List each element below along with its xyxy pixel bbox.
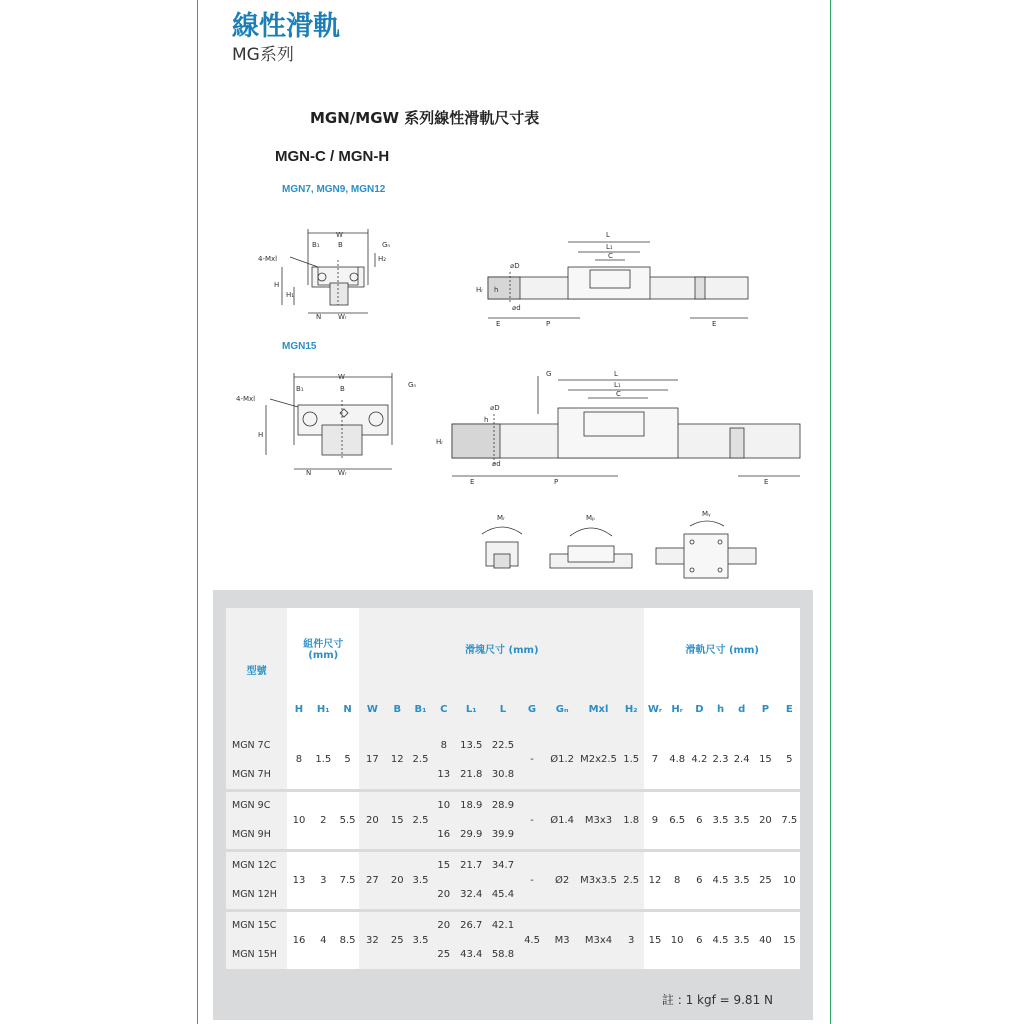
cell-b1: 3.5 — [409, 910, 432, 970]
cross-section-diagram-mgn15 — [232, 365, 417, 480]
cell-hr: 10 — [666, 910, 689, 970]
cell-h: 8 — [287, 730, 310, 790]
cell-b1: 2.5 — [409, 790, 432, 850]
column-header-h: h — [710, 688, 731, 730]
table-row — [226, 850, 800, 880]
cell-d: 6 — [689, 790, 710, 850]
label-MP: Mₚ — [586, 514, 596, 522]
cell-l1: 29.9 — [455, 820, 487, 850]
cell-g: 4.5 — [519, 910, 545, 970]
cell-wr: 12 — [644, 850, 665, 910]
label-d: ⌀d — [512, 304, 521, 312]
moment-my-diagram — [652, 506, 762, 586]
label-E-left-15: E — [470, 478, 475, 486]
cell-w: 17 — [359, 730, 385, 790]
cell-model: MGN 15H — [226, 940, 287, 970]
column-header-b1: B₁ — [409, 688, 432, 730]
cell-l: 42.1 — [487, 910, 519, 940]
label-H-15: H — [258, 431, 264, 439]
cell-h: 16 — [287, 910, 310, 970]
label-P-15: P — [554, 478, 559, 486]
label-C-15: C — [616, 390, 621, 398]
moment-mp-diagram — [546, 508, 636, 576]
cell-model: MGN 7H — [226, 760, 287, 790]
cell-n: 5 — [336, 730, 359, 790]
cell-n: 8.5 — [336, 910, 359, 970]
cell-h: 3.5 — [710, 790, 731, 850]
cell-l: 58.8 — [487, 940, 519, 970]
cell-c: 15 — [432, 850, 455, 880]
cell-e: 10 — [779, 850, 800, 910]
cell-h1: 4 — [311, 910, 336, 970]
cell-p: 25 — [752, 850, 778, 910]
label-MR: Mᵣ — [497, 514, 505, 522]
label-W-15: W — [338, 373, 345, 381]
label-E-right-15: E — [764, 478, 769, 486]
column-header-d: d — [731, 688, 752, 730]
label-Gn-15: Gₙ — [408, 381, 417, 389]
cell-l1: 21.8 — [455, 760, 487, 790]
label-L1-15: L₁ — [614, 381, 621, 389]
cell-gn: Ø1.4 — [545, 790, 579, 850]
cell-h2: 1.8 — [618, 790, 644, 850]
cell-h2: 1.5 — [618, 730, 644, 790]
label-C: C — [608, 252, 613, 260]
column-header-h1: H₁ — [311, 688, 336, 730]
cell-h: 10 — [287, 790, 310, 850]
label-HR-15: Hᵣ — [436, 438, 444, 446]
moment-mr-diagram — [472, 508, 532, 576]
cell-model: MGN 7C — [226, 730, 287, 760]
cell-d: 6 — [689, 850, 710, 910]
label-N: N — [316, 313, 322, 321]
label-E-left: E — [496, 320, 501, 328]
label-P: P — [546, 320, 551, 328]
label-H1: H₁ — [286, 291, 295, 299]
label-G-15: G — [546, 370, 552, 378]
cell-e: 7.5 — [779, 790, 800, 850]
label-mxl-15: 4-Mxl — [236, 395, 256, 403]
label-B1: B₁ — [312, 241, 320, 249]
label-L: L — [606, 231, 610, 239]
label-mxl: 4-Mxl — [258, 255, 278, 263]
cell-mxl: M2x2.5 — [579, 730, 618, 790]
cell-l1: 26.7 — [455, 910, 487, 940]
label-H2: H₂ — [378, 255, 387, 263]
page-subtitle: MG系列 — [232, 45, 294, 65]
cell-w: 32 — [359, 910, 385, 970]
cell-l1: 18.9 — [455, 790, 487, 820]
series-title: MGN-C / MGN-H — [275, 148, 390, 165]
cell-mxl: M3x3.5 — [579, 850, 618, 910]
cell-l: 22.5 — [487, 730, 519, 760]
label-D: ⌀D — [510, 262, 520, 270]
label-N-15: N — [306, 469, 312, 477]
label-WR: Wᵣ — [338, 313, 347, 321]
cell-d: 4.2 — [689, 730, 710, 790]
cell-hr: 6.5 — [666, 790, 689, 850]
cell-l: 30.8 — [487, 760, 519, 790]
cell-e: 5 — [779, 730, 800, 790]
cell-wr: 15 — [644, 910, 665, 970]
cell-hr: 8 — [666, 850, 689, 910]
column-header-h: H — [287, 688, 310, 730]
spec-table-head — [226, 608, 800, 730]
column-header-row — [226, 688, 800, 730]
label-B1-15: B₁ — [296, 385, 304, 393]
cell-l: 34.7 — [487, 850, 519, 880]
diagram-group-label-small: MGN7, MGN9, MGN12 — [282, 184, 386, 195]
cell-b1: 3.5 — [409, 850, 432, 910]
label-D-15: ⌀D — [490, 404, 500, 412]
cell-n: 5.5 — [336, 790, 359, 850]
label-B: B — [338, 241, 343, 249]
cell-model: MGN 12C — [226, 850, 287, 880]
cell-g: - — [519, 850, 545, 910]
cell-b: 20 — [386, 850, 409, 910]
cell-l1: 21.7 — [455, 850, 487, 880]
table-row — [226, 910, 800, 940]
cell-c: 13 — [432, 760, 455, 790]
cell-model: MGN 12H — [226, 880, 287, 910]
column-header-p: P — [752, 688, 778, 730]
column-header-n: N — [336, 688, 359, 730]
column-header-g: G — [519, 688, 545, 730]
cell-l1: 43.4 — [455, 940, 487, 970]
cell-h2: 3 — [618, 910, 644, 970]
cell-h1: 2 — [311, 790, 336, 850]
cell-c: 20 — [432, 880, 455, 910]
label-Gn: Gₙ — [382, 241, 391, 249]
header-assembly-label: 組件尺寸 — [303, 639, 344, 650]
column-header-h2: H₂ — [618, 688, 644, 730]
cell-d: 3.5 — [731, 910, 752, 970]
cell-hr: 4.8 — [666, 730, 689, 790]
side-view-diagram-small — [450, 222, 750, 332]
header-block: 滑塊尺寸 (mm) — [359, 608, 644, 688]
column-header-hr: Hᵣ — [666, 688, 689, 730]
cell-w: 20 — [359, 790, 385, 850]
cell-e: 15 — [779, 910, 800, 970]
cell-wr: 9 — [644, 790, 665, 850]
header-assembly — [287, 608, 359, 688]
cell-wr: 7 — [644, 730, 665, 790]
spec-table-panel — [213, 590, 813, 1020]
cell-h: 4.5 — [710, 850, 731, 910]
side-view-diagram-mgn15 — [418, 362, 808, 487]
column-header-e: E — [779, 688, 800, 730]
column-header-b: B — [386, 688, 409, 730]
spec-table-body — [226, 730, 800, 970]
column-header-wr: Wᵣ — [644, 688, 665, 730]
cell-p: 20 — [752, 790, 778, 850]
label-HR: Hᵣ — [476, 286, 484, 294]
cell-h: 2.3 — [710, 730, 731, 790]
cell-l: 28.9 — [487, 790, 519, 820]
cell-c: 10 — [432, 790, 455, 820]
label-B-15: B — [340, 385, 345, 393]
cell-h1: 1.5 — [311, 730, 336, 790]
table-row — [226, 730, 800, 760]
column-header-mxl: Mxl — [579, 688, 618, 730]
dimension-table-title: MGN/MGW 系列線性滑軌尺寸表 — [310, 109, 540, 127]
column-header-c: C — [432, 688, 455, 730]
label-L1: L₁ — [606, 243, 613, 251]
label-MY: Mᵧ — [702, 510, 711, 518]
cell-c: 25 — [432, 940, 455, 970]
header-model: 型號 — [226, 608, 287, 730]
label-h-15: h — [484, 416, 489, 424]
diagram-group-label-mgn15: MGN15 — [282, 341, 317, 352]
cell-h2: 2.5 — [618, 850, 644, 910]
cell-g: - — [519, 730, 545, 790]
cell-l: 45.4 — [487, 880, 519, 910]
spec-table — [226, 608, 800, 972]
cell-d: 3.5 — [731, 850, 752, 910]
label-L-15: L — [614, 370, 618, 378]
cell-g: - — [519, 790, 545, 850]
cell-c: 20 — [432, 910, 455, 940]
cell-w: 27 — [359, 850, 385, 910]
label-W: W — [336, 231, 343, 239]
cell-model: MGN 9C — [226, 790, 287, 820]
unit-note: 註 : 1 kgf = 9.81 N — [661, 993, 773, 1007]
column-header-d: D — [689, 688, 710, 730]
cell-l1: 13.5 — [455, 730, 487, 760]
column-header-l: L — [487, 688, 519, 730]
cell-model: MGN 9H — [226, 820, 287, 850]
column-header-w: W — [359, 688, 385, 730]
cell-c: 8 — [432, 730, 455, 760]
label-d-15: ⌀d — [492, 460, 501, 468]
label-h: h — [494, 286, 499, 294]
cell-h: 4.5 — [710, 910, 731, 970]
cell-p: 40 — [752, 910, 778, 970]
label-E-right: E — [712, 320, 717, 328]
column-header-l1: L₁ — [455, 688, 487, 730]
header-rail: 滑軌尺寸 (mm) — [644, 608, 800, 688]
cell-n: 7.5 — [336, 850, 359, 910]
cell-c: 16 — [432, 820, 455, 850]
cell-l: 39.9 — [487, 820, 519, 850]
cell-gn: M3 — [545, 910, 579, 970]
cell-b: 25 — [386, 910, 409, 970]
cell-gn: Ø1.2 — [545, 730, 579, 790]
page-title: 線性滑軌 — [232, 11, 340, 42]
cell-b1: 2.5 — [409, 730, 432, 790]
cell-p: 15 — [752, 730, 778, 790]
cell-b: 15 — [386, 790, 409, 850]
table-row — [226, 790, 800, 820]
cell-h: 13 — [287, 850, 310, 910]
cell-mxl: M3x4 — [579, 910, 618, 970]
cell-model: MGN 15C — [226, 910, 287, 940]
cell-d: 2.4 — [731, 730, 752, 790]
cell-gn: Ø2 — [545, 850, 579, 910]
cell-h1: 3 — [311, 850, 336, 910]
cross-section-diagram-small — [250, 225, 400, 325]
cell-l1: 32.4 — [455, 880, 487, 910]
cell-d: 3.5 — [731, 790, 752, 850]
column-header-gn: Gₙ — [545, 688, 579, 730]
cell-b: 12 — [386, 730, 409, 790]
header-assembly-unit: (mm) — [308, 650, 339, 661]
cell-mxl: M3x3 — [579, 790, 618, 850]
cell-d: 6 — [689, 910, 710, 970]
label-WR-15: Wᵣ — [338, 469, 347, 477]
label-H: H — [274, 281, 280, 289]
